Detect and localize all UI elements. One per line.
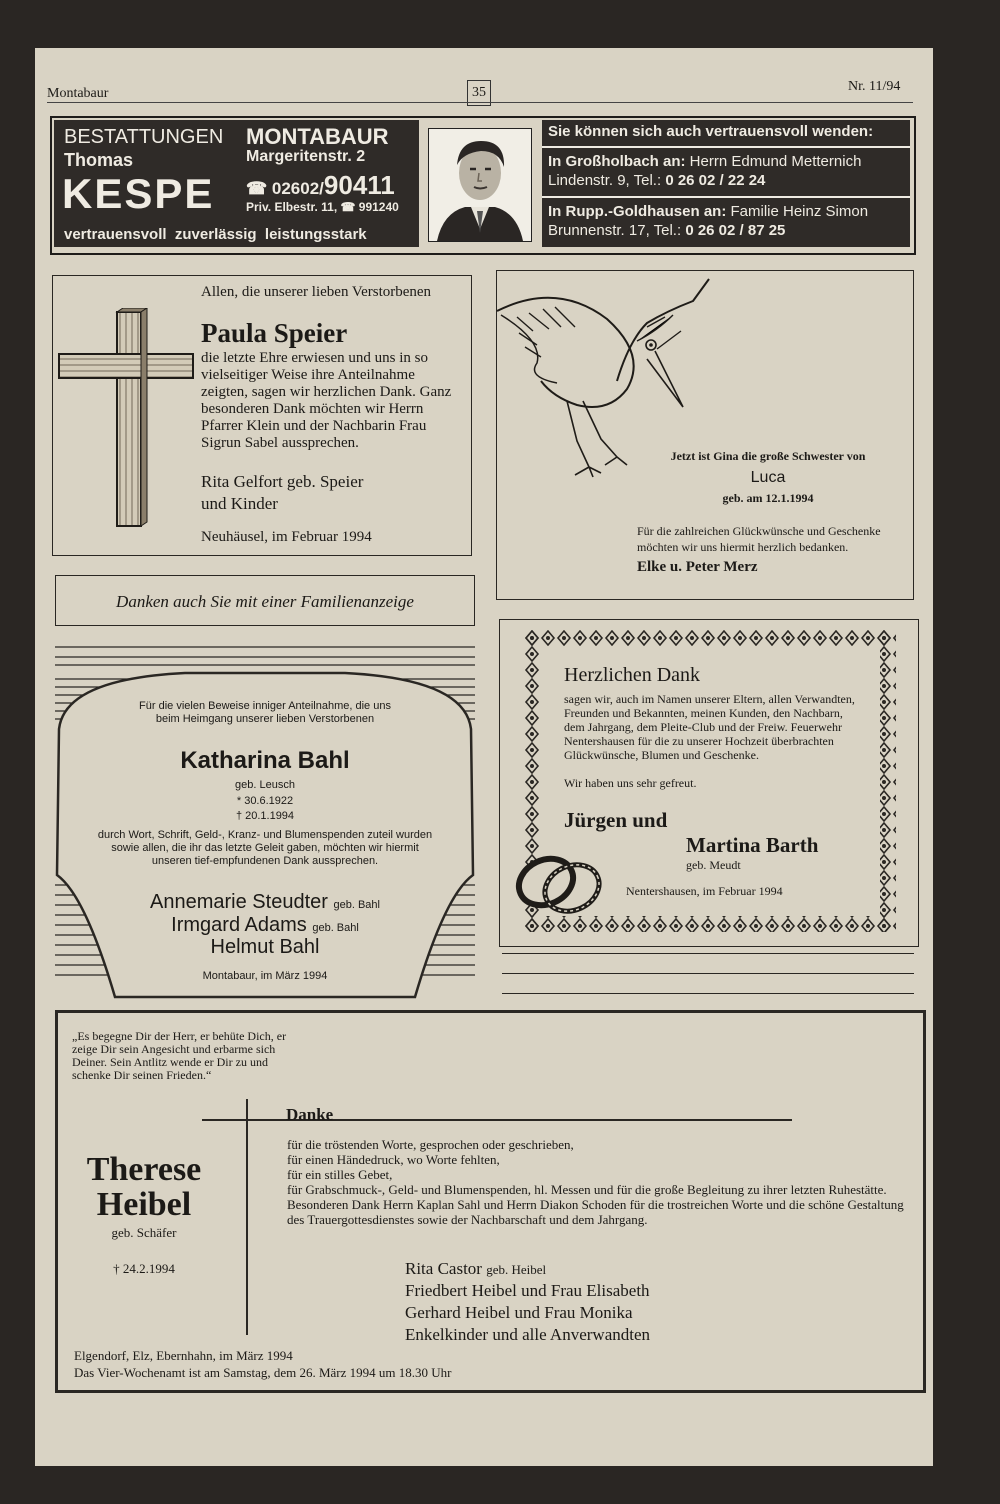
bahl-signer-1-nee: geb. Bahl bbox=[333, 899, 380, 911]
kespe-private: Priv. Elbestr. 11, ☎ 991240 bbox=[246, 200, 399, 214]
portrait-image bbox=[429, 129, 531, 241]
kespe-phone bbox=[246, 170, 395, 201]
heibel-signer-1 bbox=[405, 1259, 546, 1279]
kespe-funeral-ad bbox=[50, 116, 916, 255]
barth-place-date: Nentershausen, im Februar 1994 bbox=[626, 884, 783, 898]
header-town: Montabaur bbox=[47, 86, 109, 101]
kespe-ad-left bbox=[54, 120, 419, 247]
kespe-line1: BESTATTUNGEN bbox=[64, 126, 224, 148]
contact1-place: In Großholbach an: bbox=[548, 153, 686, 170]
contact1-name: Herrn Edmund Metternich bbox=[685, 153, 862, 170]
barth-name-2: Martina Barth bbox=[686, 833, 819, 857]
speier-signer-1: Rita Gelfort geb. Speier bbox=[201, 472, 364, 491]
barth-nee: geb. Meudt bbox=[686, 858, 741, 872]
kespe-line2: Thomas bbox=[64, 150, 134, 170]
family-ad-text: Danken auch Sie mit einer Familienanzeige bbox=[116, 592, 414, 611]
heibel-signer-4: Enkelkinder und alle Anverwandten bbox=[405, 1325, 651, 1344]
bahl-died: † 20.1.1994 bbox=[235, 810, 295, 822]
kespe-contacts-divider-2 bbox=[542, 196, 910, 198]
heibel-cross-vertical bbox=[246, 1099, 248, 1335]
baby-name: Luca bbox=[750, 469, 786, 486]
heibel-place-date: Elgendorf, Elz, Ebernhahn, im März 1994 bbox=[74, 1348, 293, 1363]
kespe-city: MONTABAUR bbox=[246, 124, 389, 149]
birth-notice bbox=[496, 270, 914, 600]
barth-title: Herzlichen Dank bbox=[564, 664, 701, 686]
heibel-died: † 24.2.1994 bbox=[113, 1261, 175, 1276]
bahl-notice bbox=[55, 645, 475, 1005]
issue-number: Nr. 11/94 bbox=[848, 79, 901, 94]
speier-intro: Allen, die unserer lieben Verstorbenen bbox=[201, 284, 432, 300]
kespe-phone-prefix: ☎ 02602/ bbox=[246, 179, 324, 198]
contact2-tel: 0 26 02 / 87 25 bbox=[685, 222, 786, 239]
cross-icon bbox=[57, 308, 195, 532]
header-rule bbox=[47, 102, 913, 103]
birth-parents: Elke u. Peter Merz bbox=[637, 559, 758, 575]
barth-name-1: Jürgen und bbox=[564, 808, 668, 832]
kespe-contacts-divider bbox=[542, 146, 910, 148]
barth-notice bbox=[499, 619, 919, 947]
heibel-danke: Danke bbox=[286, 1105, 334, 1124]
baby-birthdate: geb. am 12.1.1994 bbox=[722, 491, 814, 505]
birth-thanks: Für die zahlreichen Glückwünsche und Geschenke möchten wir uns hiermit herzlich bedanken. bbox=[637, 524, 881, 554]
heibel-thanks-line-3: für ein stilles Gebet, bbox=[287, 1167, 393, 1182]
heibel-notice bbox=[55, 1010, 926, 1393]
speier-signer-2: und Kinder bbox=[201, 494, 278, 513]
heibel-signer-1-nee: geb. Heibel bbox=[486, 1262, 547, 1277]
heibel-thanks-line-5: Besonderen Dank Herrn Kaplan Sahl und Herrn Diakon Schoden für die trostreichen Worte und die schöne Gestaltung des Trauergottesdienstes sowie der Nachbarschaft und dem Jahrgang. bbox=[287, 1197, 904, 1227]
bahl-intro: Für die vielen Beweise inniger Anteilnahme, die uns beim Heimgang unserer lieben Verstorbenen bbox=[139, 700, 391, 725]
kespe-contact2 bbox=[548, 203, 868, 220]
kespe-contacts-title: Sie können sich auch vertrauensvoll wenden: bbox=[548, 123, 874, 140]
bahl-signer-2-nee: geb. Bahl bbox=[312, 922, 359, 934]
separator-rule bbox=[502, 953, 914, 954]
heibel-signer-1-name: Rita Castor bbox=[405, 1259, 482, 1278]
heibel-name-2: Heibel bbox=[96, 1186, 192, 1223]
barth-body-2: Wir haben uns sehr gefreut. bbox=[564, 776, 697, 790]
speier-body: die letzte Ehre erwiesen und uns in so vielseitiger Weise ihre Anteilnahme zeigten, sagen wir herzlichen Dank. Ganz besonderen Dank möchten wir Herrn Pfarrer Klein und der Nachbarin Frau Sigrun Sabel aussprechen. bbox=[201, 350, 452, 451]
kespe-contact2-address bbox=[548, 222, 785, 239]
heibel-thanks-line-4: für Grabschmuck-, Geld- und Blumenspenden, hl. Messen und für die große Begleitung zu ihrer letzten Ruhestätte. bbox=[287, 1182, 887, 1197]
bahl-signer-1-name: Annemarie Steudter bbox=[150, 891, 328, 913]
bahl-nee: geb. Leusch bbox=[235, 779, 295, 791]
contact1-tel: 0 26 02 / 22 24 bbox=[665, 172, 766, 189]
heibel-thanks-line-1: für die tröstenden Worte, gesprochen oder geschrieben, bbox=[287, 1137, 574, 1152]
speier-name: Paula Speier bbox=[201, 318, 348, 348]
bahl-born: * 30.6.1922 bbox=[236, 795, 294, 807]
heibel-signer-2: Friedbert Heibel und Frau Elisabeth bbox=[405, 1281, 650, 1300]
contact2-name: Familie Heinz Simon bbox=[726, 203, 869, 220]
separator-rule bbox=[502, 993, 914, 994]
kespe-name: KESPE bbox=[62, 170, 215, 217]
heibel-blessing: „Es begegne Dir der Herr, er behüte Dich, er zeige Dir sein Angesicht und erbarme sich Deiner. Sein Antlitz wende er Dir zu und schenke Dir seinen Frieden.“ bbox=[72, 1029, 287, 1082]
bahl-signer-2 bbox=[75, 914, 455, 937]
speier-notice bbox=[52, 275, 472, 556]
family-ad-promo bbox=[55, 575, 475, 626]
heibel-thanks bbox=[287, 1137, 919, 1227]
page-number: 35 bbox=[467, 80, 491, 106]
kespe-slogan: vertrauensvoll zuverlässig leistungsstark bbox=[64, 226, 367, 243]
contact2-place: In Rupp.-Goldhausen an: bbox=[548, 203, 727, 220]
bahl-name: Katharina Bahl bbox=[180, 747, 350, 774]
speier-place-date: Neuhäusel, im Februar 1994 bbox=[201, 529, 372, 545]
kespe-ad-contacts bbox=[542, 120, 910, 247]
kespe-contact1 bbox=[548, 153, 861, 170]
contact2-address: Brunnenstr. 17, Tel.: bbox=[548, 222, 686, 239]
kespe-street: Margeritenstr. 2 bbox=[246, 148, 366, 165]
bahl-place-date: Montabaur, im März 1994 bbox=[202, 970, 328, 982]
kespe-phone-main: 90411 bbox=[323, 170, 395, 200]
separator-rule bbox=[502, 973, 914, 974]
bahl-signer-1 bbox=[75, 891, 455, 914]
barth-body: sagen wir, auch im Namen unserer Eltern, allen Verwandten, Freunden und Bekannten, meinen Kunden, den Nachbarn, dem Jahrgang, dem Pleite-Club und der Freiw. Feuerwehr Nentershausen für die zu unserer Hochzeit überbrachten Glückwünsche, Blumen und Geschenke. bbox=[564, 692, 855, 762]
bahl-signer-3: Helmut Bahl bbox=[210, 936, 320, 958]
kespe-portrait-photo bbox=[428, 128, 532, 242]
heibel-thanks-line-2: für einen Händedruck, wo Worte fehlten, bbox=[287, 1152, 500, 1167]
birth-line1: Jetzt ist Gina die große Schwester von bbox=[670, 449, 866, 463]
kespe-contact1-address bbox=[548, 172, 765, 189]
contact1-address: Lindenstr. 9, Tel.: bbox=[548, 172, 666, 189]
heibel-signer-3: Gerhard Heibel und Frau Monika bbox=[405, 1303, 633, 1322]
bahl-body: durch Wort, Schrift, Geld-, Kranz- und Blumenspenden zuteil wurden sowie allen, die ihr das letzte Geleit gaben, möchten wir hiermit unseren tief-empfundenen Dank aussprechen. bbox=[97, 829, 433, 867]
heibel-nee: geb. Schäfer bbox=[111, 1225, 177, 1240]
heibel-name-1: Therese bbox=[86, 1151, 202, 1188]
wedding-rings-icon bbox=[510, 844, 610, 924]
bahl-signer-2-name: Irmgard Adams bbox=[171, 914, 307, 936]
heibel-mass: Das Vier-Wochenamt ist am Samstag, dem 26. März 1994 um 18.30 Uhr bbox=[74, 1365, 452, 1380]
